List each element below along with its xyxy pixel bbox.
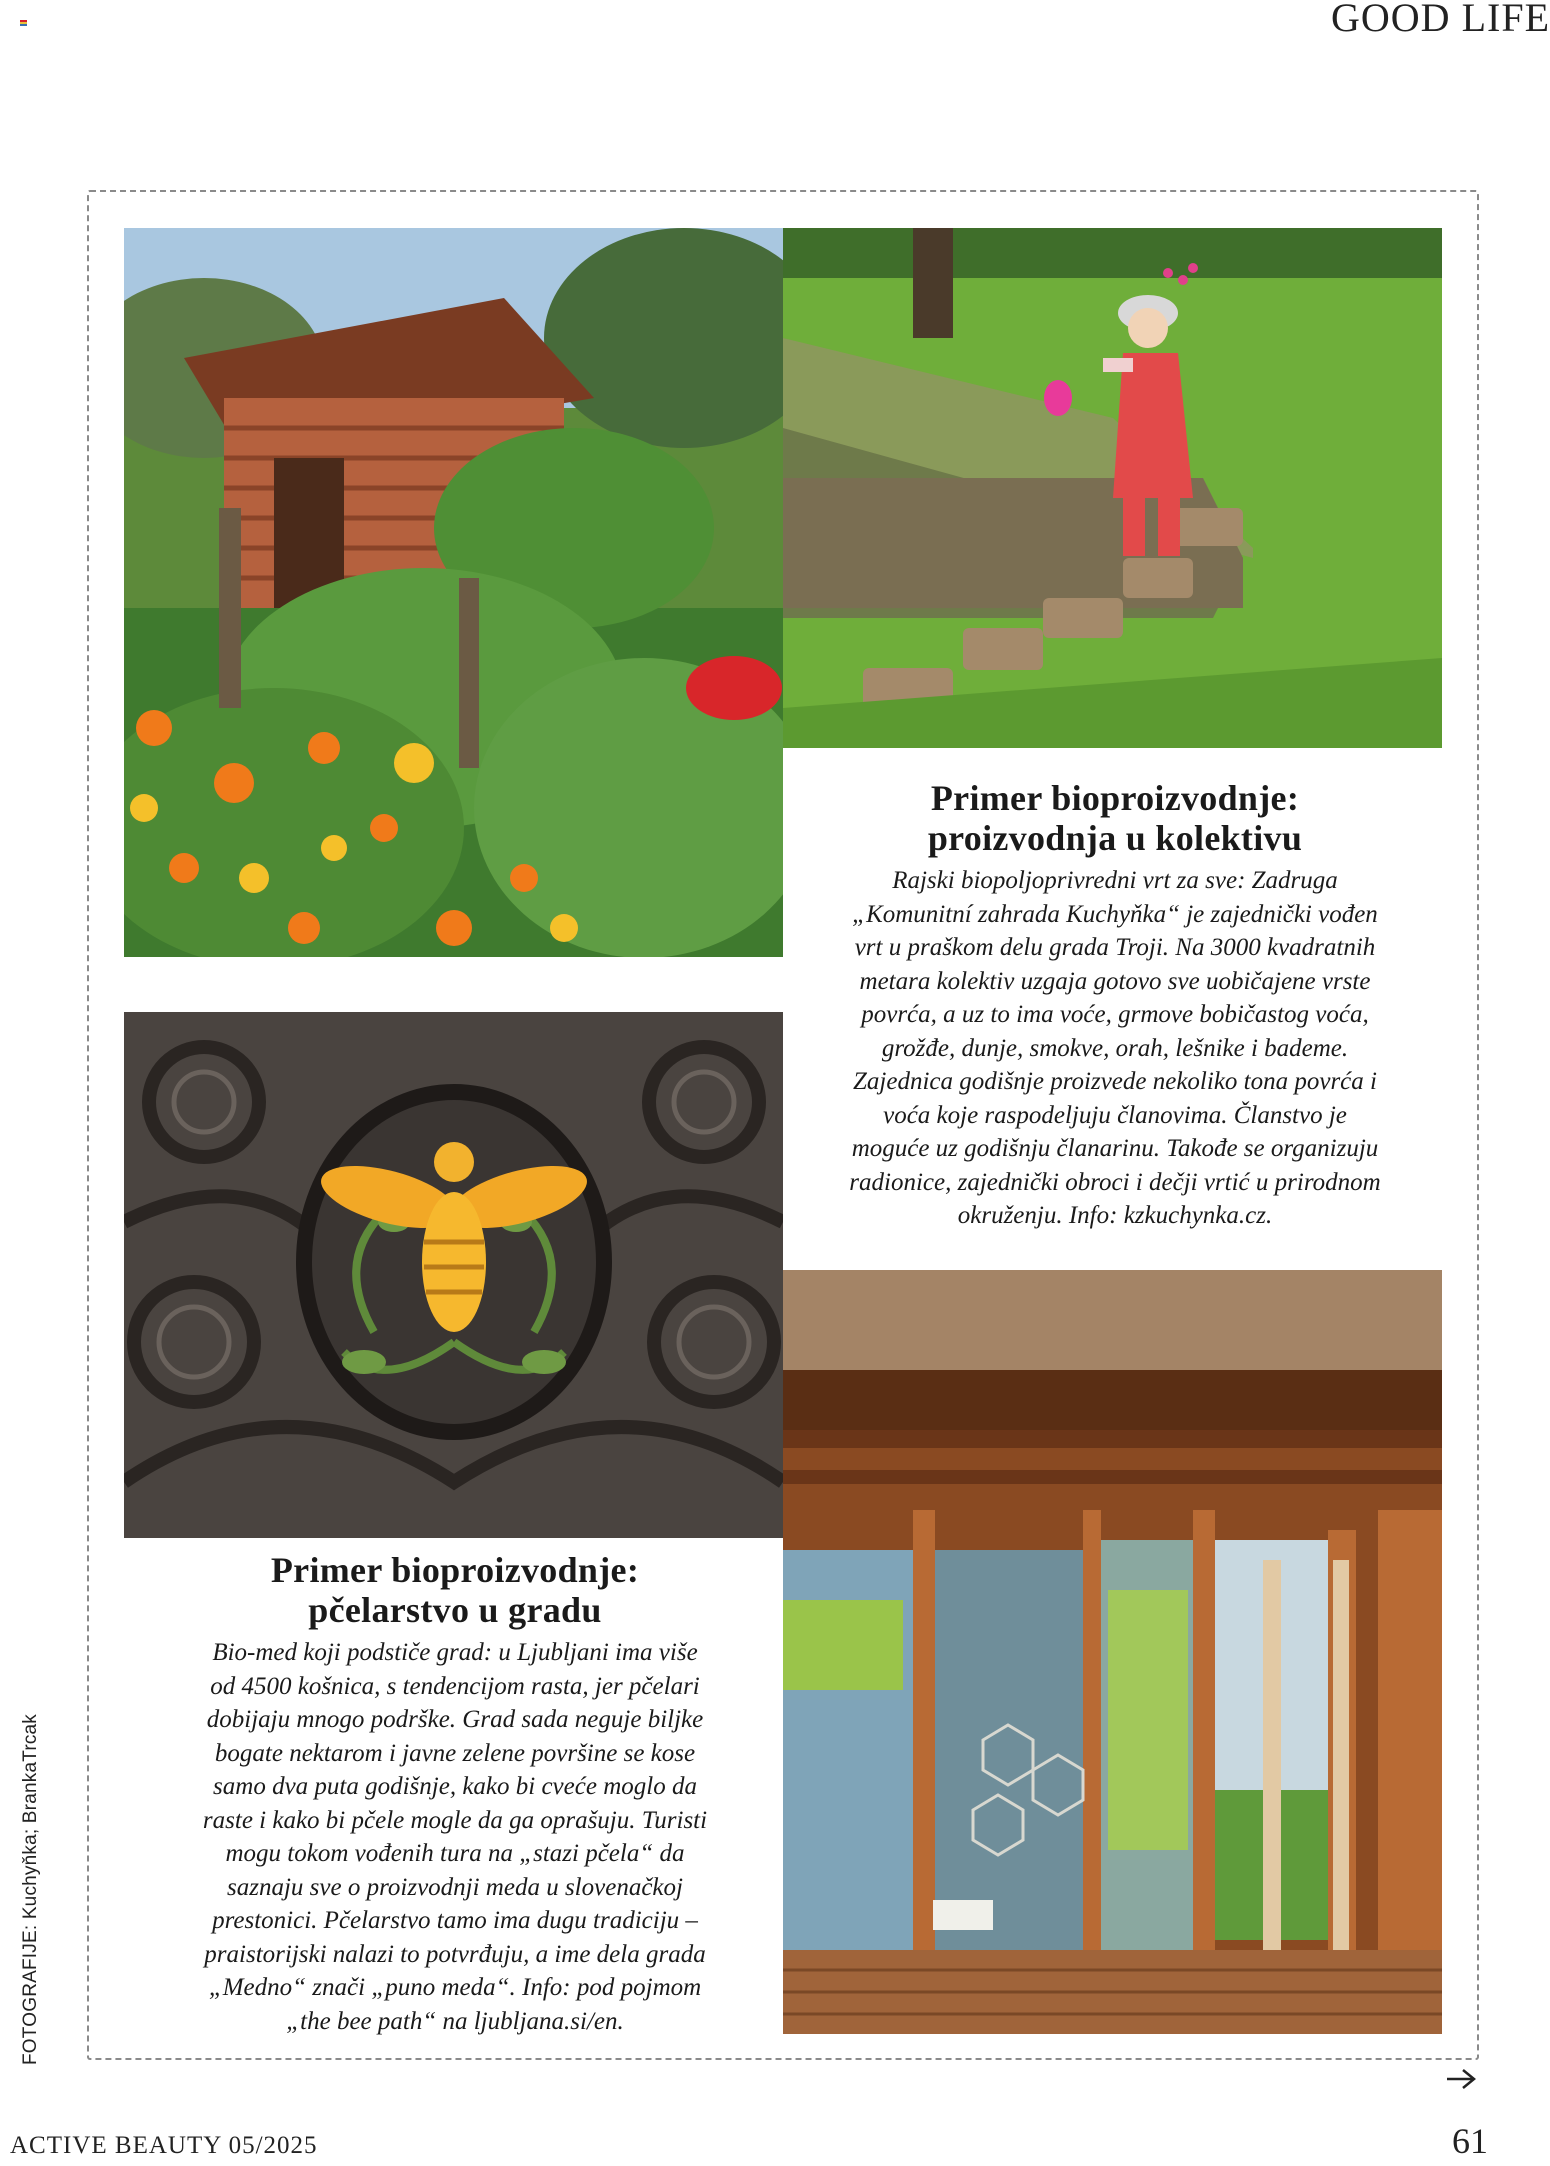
article-title: Primer bioproizvodnje: pčelarstvo u gradu <box>270 1550 640 1630</box>
arrow-right-icon[interactable] <box>1445 2068 1477 2090</box>
garden-shed-photo <box>124 228 783 957</box>
article-body: Rajski biopoljoprivredni vrt za sve: Zadruga „Komunitní zahrada Kuchyňka“ je zajednički vođen vrt u praškom delu grada Troji. Na 3000 kvadratnih metara kolektiv uzgaja gotovo sve uobičajene vrste povrća, a uz to ima voće, grmove bobičastog voća, grožđe, dunje, smokve, orah, lešnike i bademe. Zajednica godišnje proizvede nekoliko tona povrća i voća koje raspodeljuju članovima. Članstvo je moguće uz godišnju članarinu. Takođe se organizuju radionice, zajednički obroci i dečji vrtić u prirodnom okruženju. Info: kzkuchynka.cz. <box>849 867 1381 1229</box>
photo-credits: FOTOGRAFIJE: Kuchyňka; BrankaTrcak <box>20 1713 41 2065</box>
magazine-issue: ACTIVE BEAUTY 05/2025 <box>10 2132 318 2159</box>
child-watering-garden-photo <box>783 228 1442 748</box>
ornamental-bee-ironwork-photo <box>124 1012 783 1538</box>
wooden-bee-pavilion-photo <box>783 1270 1442 2034</box>
article-collective-farming <box>790 778 1440 1233</box>
corner-color-mark <box>20 20 27 26</box>
article-body: Bio-med koji podstiče grad: u Ljubljani ima više od 4500 košnica, s tendencijom rasta, jer pčelari dobijaju mnogo podrške. Grad sada neguje biljke bogate nektarom i javne zelene površine se kose samo dva puta godišnje, kako bi cveće moglo da raste i kako bi pčele mogle da ga oprašuju. Turisti mogu tokom vođenih tura na „stazi pčela“ da saznaju sve o proizvodnji meda u slovenačkoj prestonici. Pčelarstvo tamo ima dugu tradiciju – praistorijski nalazi to potvrđuju, a ime dela grada „Medno“ znači „puno meda“. Info: pod pojmom „the bee path“ na ljubljana.si/en. <box>202 1639 708 2035</box>
section-label: GOOD LIFE <box>1331 0 1550 40</box>
page-number: 61 <box>1452 2121 1488 2161</box>
article-title: Primer bioproizvodnje: proizvodnja u kolektivu <box>927 778 1303 858</box>
article-urban-beekeeping <box>130 1550 780 2038</box>
